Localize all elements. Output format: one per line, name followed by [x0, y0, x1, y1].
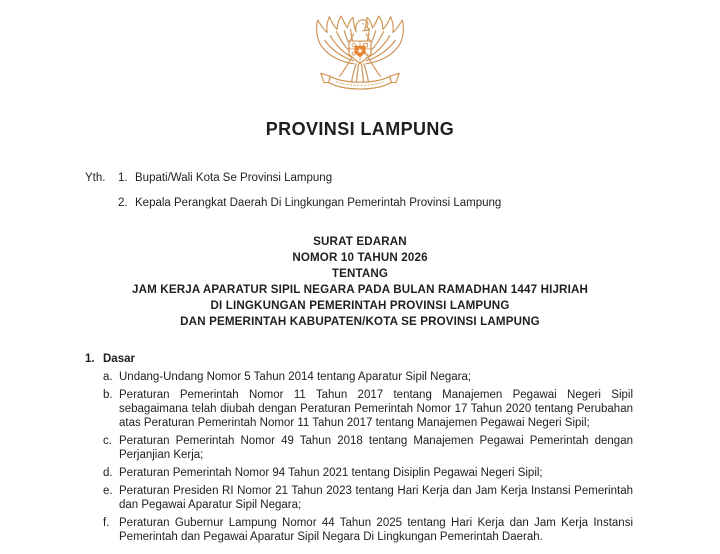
letter-subject-line: DAN PEMERINTAH KABUPATEN/KOTA SE PROVINSI LAMPUNG: [180, 315, 540, 328]
item-letter: e.: [103, 485, 113, 497]
letter-number: NOMOR 10 TAHUN 2026: [292, 251, 428, 264]
item-text: Undang-Undang Nomor 5 Tahun 2014 tentang Aparatur Sipil Negara;: [119, 371, 472, 383]
addressee-row: [85, 168, 645, 189]
item-text: Peraturan Pemerintah Nomor 11 Tahun 2017 tentang Manajemen Pegawai Negeri Sipil sebagaimana telah diubah dengan Peraturan Pemerintah Nomor 17 Tahun 2020 tentang Perubahan atas Peraturan Pemerintah Nomor 11 Tahun 2017 tentang Manajemen Pegawai Negeri Sipil;: [119, 389, 633, 429]
item-letter: c.: [103, 435, 112, 447]
list-item: [103, 434, 633, 462]
garuda-pancasila-emblem: [313, 15, 407, 100]
item-letter: a.: [103, 371, 113, 383]
letter-subject-line: JAM KERJA APARATUR SIPIL NEGARA PADA BULAN RAMADHAN 1447 HIJRIAH: [132, 283, 588, 296]
addressee-number: 2.: [118, 197, 128, 209]
section-dasar: [85, 352, 645, 544]
list-item: [103, 388, 633, 430]
addressee-row: [85, 193, 645, 214]
item-letter: b.: [103, 389, 113, 401]
item-letter: d.: [103, 467, 113, 479]
letter-type: SURAT EDARAN: [313, 235, 407, 248]
item-text: Peraturan Pemerintah Nomor 94 Tahun 2021 tentang Disiplin Pegawai Negeri Sipil;: [119, 467, 543, 479]
section-heading: [85, 352, 645, 366]
region-title: PROVINSI LAMPUNG: [265, 119, 455, 139]
item-text: Peraturan Presiden RI Nomor 21 Tahun 2023 tentang Hari Kerja dan Jam Kerja Instansi Pemerintah dan Pegawai Aparatur Sipil Negara;: [119, 485, 633, 511]
addressee-number: 1.: [118, 172, 128, 184]
addressee-block: [85, 168, 645, 218]
salutation-label: Yth.: [85, 172, 106, 184]
letter-subject-line: DI LINGKUNGAN PEMERINTAH PROVINSI LAMPUNG: [210, 299, 510, 312]
garuda-emblem-graphic: [313, 15, 407, 100]
section-title: Dasar: [103, 353, 135, 365]
legal-basis-list: [103, 370, 633, 544]
list-item: [103, 466, 633, 480]
list-item: [103, 370, 633, 384]
list-item: [103, 516, 633, 544]
item-text: Peraturan Gubernur Lampung Nomor 44 Tahun 2025 tentang Hari Kerja dan Jam Kerja Instansi Pemerintah dan Pegawai Aparatur Sipil Negara Di Lingkungan Pemerintah Daerah.: [119, 517, 633, 543]
addressee-text: Bupati/Wali Kota Se Provinsi Lampung: [135, 172, 333, 184]
item-letter: f.: [103, 517, 110, 529]
list-item: [103, 484, 633, 512]
addressee-text: Kepala Perangkat Daerah Di Lingkungan Pemerintah Provinsi Lampung: [135, 197, 502, 209]
letter-title-block: [60, 234, 660, 330]
item-text: Peraturan Pemerintah Nomor 49 Tahun 2018 tentang Manajemen Pegawai Pemerintah dengan Perjanjian Kerja;: [119, 435, 633, 461]
section-number: 1.: [85, 353, 95, 365]
letter-about-label: TENTANG: [331, 267, 389, 280]
